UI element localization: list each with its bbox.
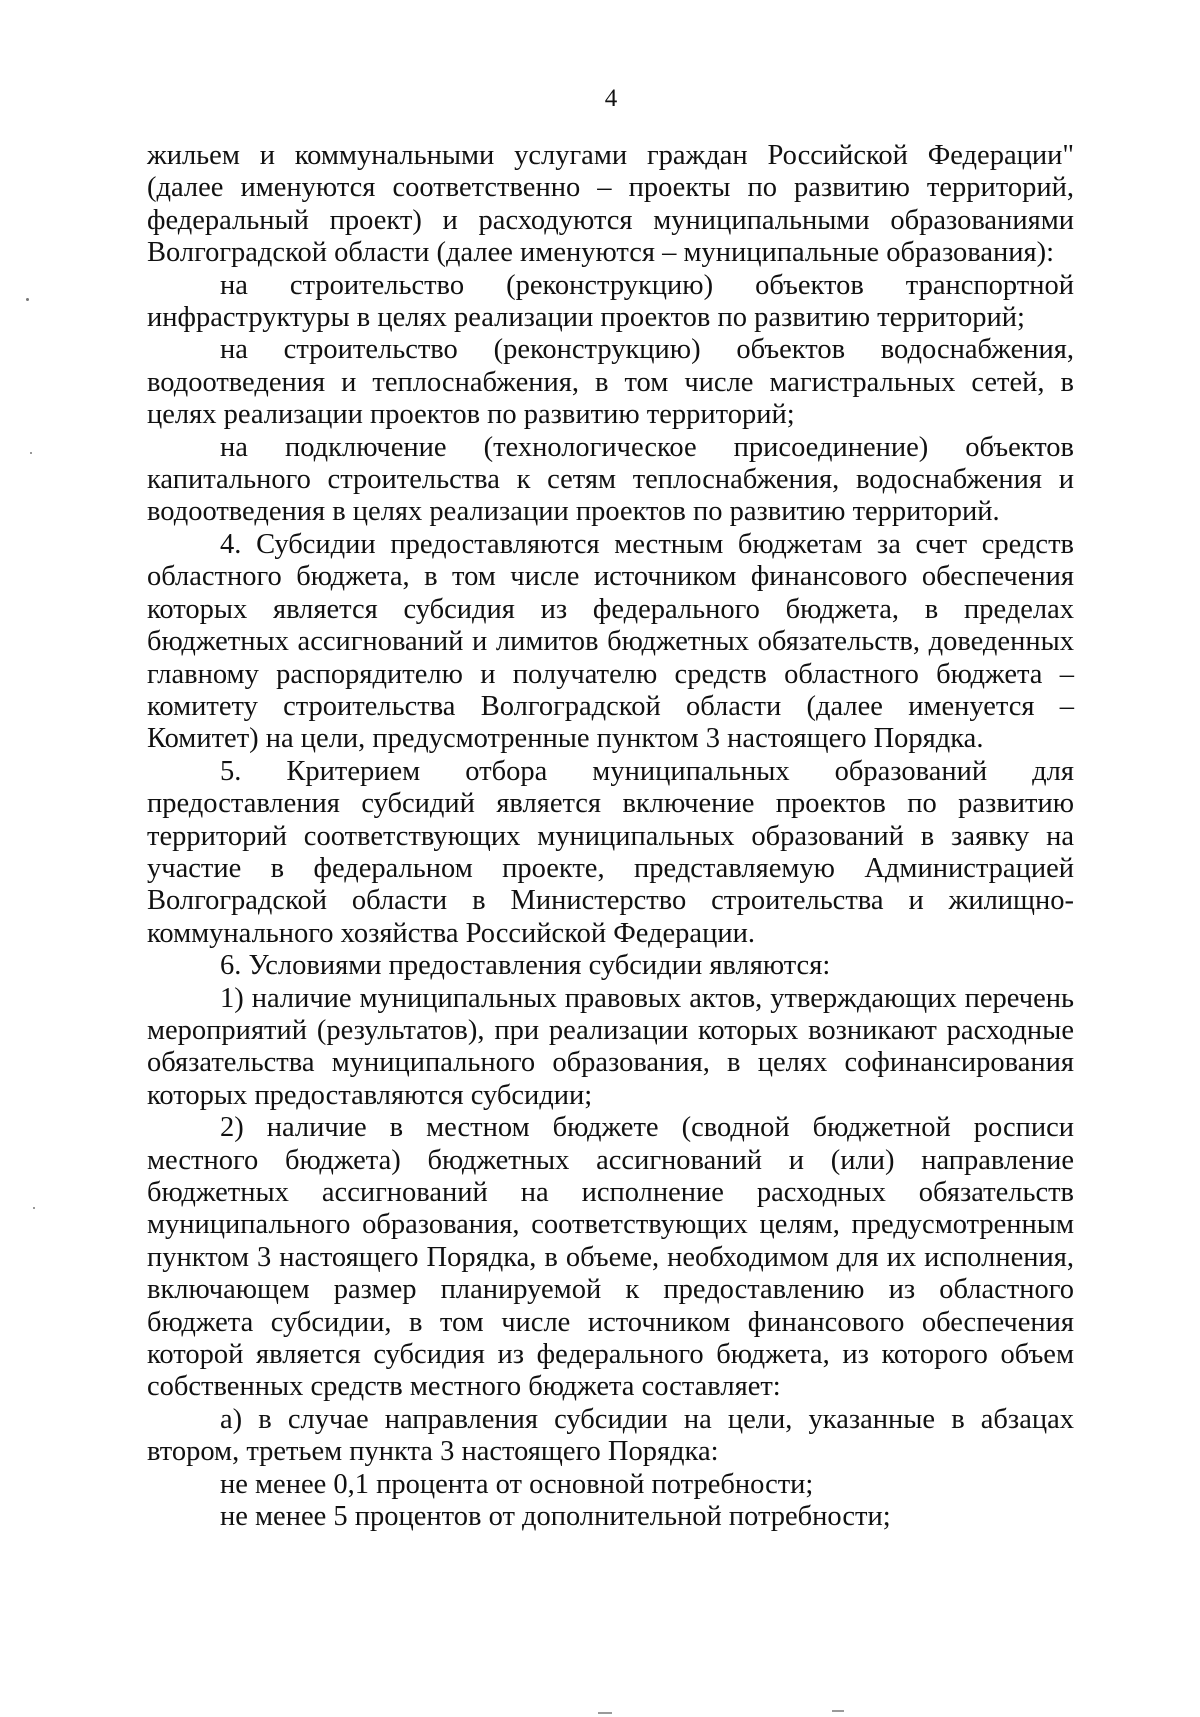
paragraph-condition-1: 1) наличие муниципальных правовых актов, утверждающих перечень мероприятий (результатов), при реализации которых возникают расходные обязательства муниципального образования, в целях софинансирования которых предоставляются субсидии;	[147, 982, 1074, 1111]
paragraph-intro: жильем и коммунальными услугами граждан Российской Федерации" (далее именуются соответственно – проекты по развитию территорий, федеральный проект) и расходуются муниципальными образованиями Волгоградской области (далее именуются – муниципальные образования):	[147, 140, 1074, 269]
scan-speck	[30, 452, 32, 454]
paragraph-connection: на подключение (технологическое присоединение) объектов капитального строительства к сетям теплоснабжения, водоснабжения и водоотведения в целях реализации проектов по развитию территорий.	[147, 431, 1074, 528]
document-body	[147, 140, 1074, 1533]
paragraph-condition-2: 2) наличие в местном бюджете (сводной бюджетной росписи местного бюджета) бюджетных ассигнований и (или) направление бюджетных ассигнований на исполнение расходных обязательств муниципального образования, соответствующих целям, предусмотренным пунктом 3 настоящего Порядка, в объеме, необходимом для их исполнения, включающем размер планируемой к предоставлению из областного бюджета субсидии, в том числе источником финансового обеспечения которой является субсидия из федерального бюджета, из которого объем собственных средств местного бюджета составляет:	[147, 1112, 1074, 1403]
paragraph-item-4: 4. Субсидии предоставляются местным бюджетам за счет средств областного бюджета, в том числе источником финансового обеспечения которых является субсидия из федерального бюджета, в пределах бюджетных ассигнований и лимитов бюджетных обязательств, доведенных главному распорядителю и получателю средств областного бюджета – комитету строительства Волгоградской области (далее именуется – Комитет) на цели, предусмотренные пунктом 3 настоящего Порядка.	[147, 528, 1074, 755]
paragraph-transport-infrastructure: на строительство (реконструкцию) объектов транспортной инфраструктуры в целях реализации проектов по развитию территорий;	[147, 269, 1074, 334]
page-number: 4	[604, 85, 618, 112]
paragraph-item-5: 5. Критерием отбора муниципальных образований для предоставления субсидий является включение проектов по развитию территорий соответствующих муниципальных образований в заявку на участие в федеральном проекте, представляемую Администрацией Волгоградской области в Министерство строительства и жилищно-коммунального хозяйства Российской Федерации.	[147, 755, 1074, 949]
paragraph-subitem-a: а) в случае направления субсидии на цели, указанные в абзацах втором, третьем пункта 3 настоящего Порядка:	[147, 1403, 1074, 1468]
scan-edge-mark	[598, 1712, 612, 1714]
scan-speck	[33, 1207, 35, 1209]
paragraph-base-need: не менее 0,1 процента от основной потребности;	[220, 1468, 814, 1500]
paragraph-item-6: 6. Условиями предоставления субсидии являются:	[220, 950, 831, 982]
paragraph-water-supply: на строительство (реконструкцию) объектов водоснабжения, водоотведения и теплоснабжения, в том числе магистральных сетей, в целях реализации проектов по развитию территорий;	[147, 334, 1074, 431]
scan-speck	[26, 298, 29, 301]
scan-edge-mark	[832, 1710, 844, 1712]
paragraph-additional-need: не менее 5 процентов от дополнительной потребности;	[220, 1501, 891, 1533]
